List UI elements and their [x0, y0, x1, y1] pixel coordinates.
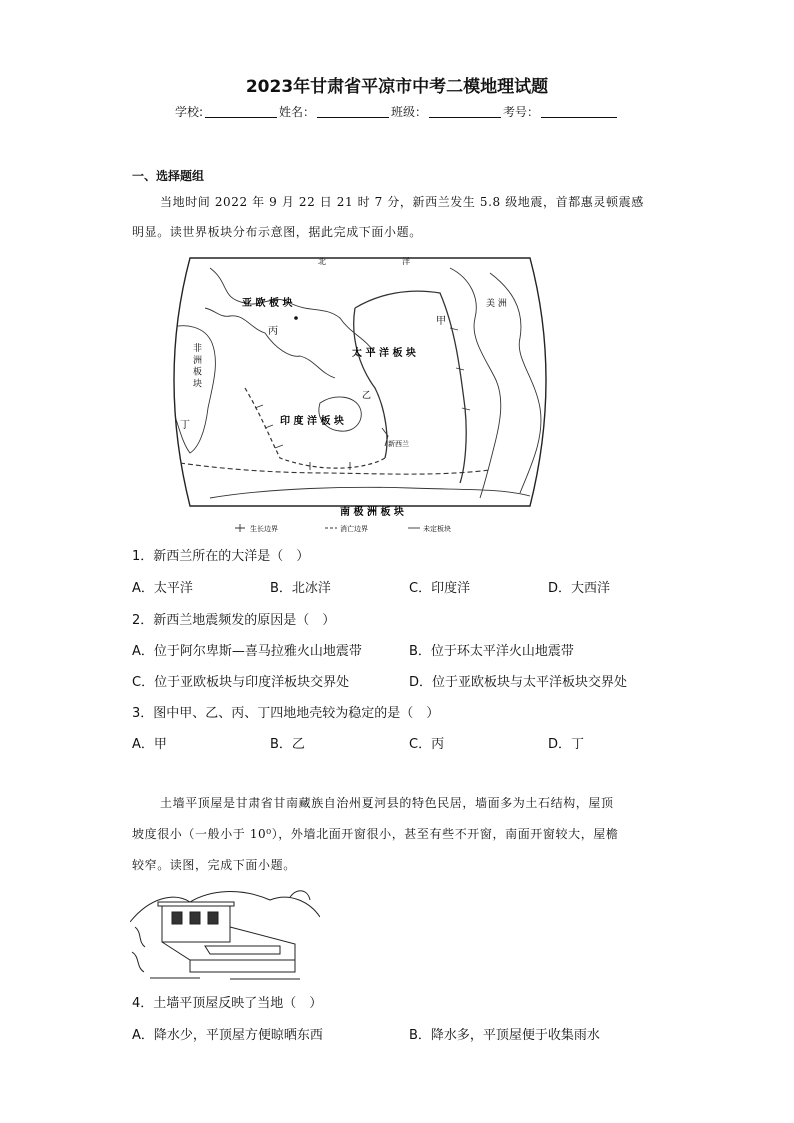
- label-ocean: 洋: [402, 257, 410, 266]
- plate-label-africa: 非 洲 板 块: [191, 343, 201, 388]
- intro2-line1: 土墙平顶屋是甘肃省甘南藏族自治州夏河县的特色民居，墙面多为土石结构，屋顶: [160, 796, 614, 810]
- q2-stem: 2．新西兰地震频发的原因是（ ）: [132, 613, 336, 628]
- section-heading: 一、选择题组: [132, 169, 205, 183]
- label-jia: 甲: [436, 316, 446, 327]
- intro2-line3: 较窄。读图，完成下面小题。: [132, 858, 296, 872]
- house-window-1: [172, 912, 182, 924]
- label-yi: 乙: [362, 391, 372, 401]
- house-window-2: [190, 912, 200, 924]
- q4-option-a[interactable]: A．降水少，平顶屋方便晾晒东西: [132, 1028, 323, 1043]
- student-info-line: [0, 103, 794, 120]
- house-roof: [158, 902, 234, 906]
- q1-option-c[interactable]: C．印度洋: [409, 581, 471, 596]
- plate-label-eurasia: 亚 欧 板 块: [242, 298, 293, 309]
- world-plate-map: [150, 248, 570, 538]
- q2-option-b[interactable]: B．位于环太平洋火山地震带: [409, 644, 574, 659]
- courtyard-wall: [162, 927, 295, 960]
- q2-option-d[interactable]: D．位于亚欧板块与太平洋板块交界处: [409, 675, 628, 690]
- hill-outline: [130, 892, 320, 922]
- school-label: 学校:: [174, 105, 203, 119]
- label-bing: 丙: [268, 326, 278, 337]
- legend-subduction: 消亡边界: [340, 525, 368, 533]
- house-window-3: [208, 912, 218, 924]
- q2-option-a[interactable]: A．位于阿尔卑斯—喜马拉雅火山地震带: [132, 644, 362, 659]
- q1-option-a[interactable]: A．太平洋: [132, 581, 193, 596]
- bing-dot: [294, 316, 298, 320]
- label-north: 北: [318, 257, 326, 266]
- q3-option-b[interactable]: B．乙: [270, 737, 305, 752]
- q3-option-a[interactable]: A．甲: [132, 737, 167, 752]
- q3-stem: 3．图中甲、乙、丙、丁四地地壳较为稳定的是（ ）: [132, 706, 440, 721]
- courtyard-inner: [205, 946, 280, 954]
- flat-roof-house-illustration: [130, 882, 320, 982]
- name-label: 姓名：: [279, 105, 316, 119]
- intro2-line2: 坡度很小（一般小于 10⁰），外墙北面开窗很小，甚至有些不开窗，南面开窗较大，屋檐: [132, 827, 619, 841]
- q1-stem: 1．新西兰所在的大洋是（ ）: [132, 549, 310, 564]
- q1-option-b[interactable]: B．北冰洋: [270, 581, 331, 596]
- legend-undefined: 未定板块: [423, 525, 451, 533]
- intro1-line2: 明显。读世界板块分布示意图，据此完成下面小题。: [132, 225, 422, 239]
- plate-label-pacific: 太 平 洋 板 块: [352, 348, 416, 359]
- name-blank[interactable]: [317, 105, 389, 118]
- courtyard-front: [190, 960, 295, 972]
- ground-lines: [150, 978, 300, 979]
- class-blank[interactable]: [429, 105, 501, 118]
- q3-option-d[interactable]: D．丁: [548, 737, 585, 752]
- class-label: 班级：: [391, 105, 428, 119]
- q4-stem: 4．土墙平顶屋反映了当地（ ）: [132, 996, 323, 1011]
- intro1-line1: 当地时间 2022 年 9 月 22 日 21 时 7 分，新西兰发生 5.8 级地震，首都惠灵顿震感: [160, 195, 644, 209]
- q2-option-c[interactable]: C．位于亚欧板块与印度洋板块交界处: [132, 675, 350, 690]
- tree: [290, 891, 310, 900]
- q1-option-d[interactable]: D．大西洋: [548, 581, 611, 596]
- hill-hatching: [132, 927, 145, 972]
- plate-label-america: 美 洲: [486, 299, 507, 309]
- school-blank[interactable]: [205, 105, 277, 118]
- label-ding: 丁: [180, 420, 190, 431]
- exam-no-label: 考号：: [503, 105, 540, 119]
- plate-label-antarctic: 南 极 洲 板 块: [340, 507, 404, 518]
- plate-label-indian: 印 度 洋 板 块: [280, 416, 344, 427]
- exam-no-blank[interactable]: [541, 105, 617, 118]
- legend-growth: 生长边界: [250, 525, 278, 533]
- q3-option-c[interactable]: C．丙: [409, 737, 445, 752]
- q4-option-b[interactable]: B．降水多，平顶屋便于收集雨水: [409, 1028, 600, 1043]
- map-legend: [235, 524, 451, 533]
- page-title: 2023年甘肃省平凉市中考二模地理试题: [245, 77, 549, 97]
- label-newzealand: 新西兰: [388, 440, 409, 448]
